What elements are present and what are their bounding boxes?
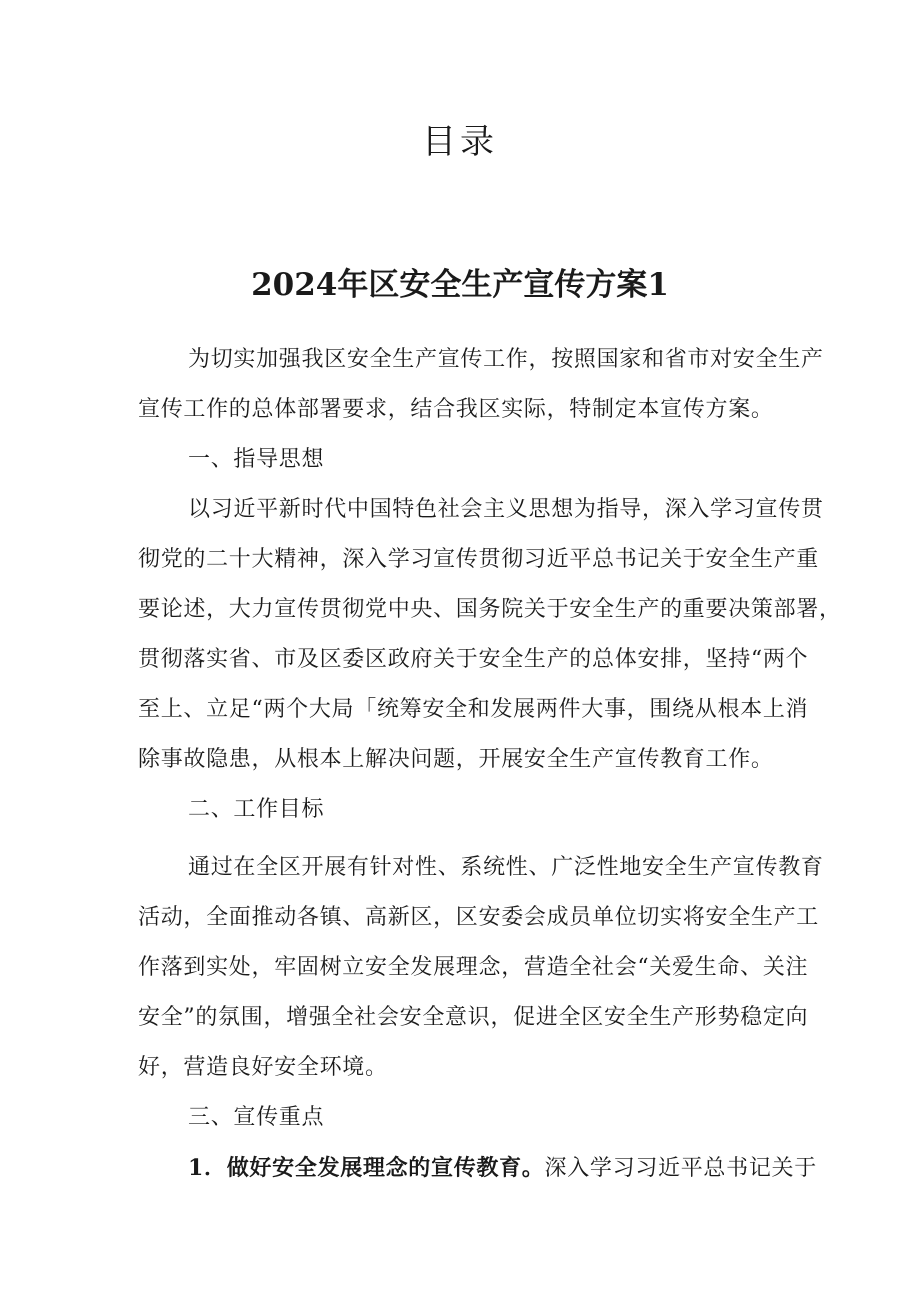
document-title: 2024年区安全生产宣传方案1 [251,267,669,303]
paragraph-line: 彻党的二十大精神，深入学习宣传贯彻习近平总书记关于安全生产重 [138,547,820,572]
section-heading-guiding-ideology: 一、指导思想 [188,447,325,472]
paragraph-line: 活动，全面推动各镇、高新区，区安委会成员单位切实将安全生产工 [138,905,820,930]
numbered-item-heading: 1．做好安全发展理念的宣传教育。 [188,1155,545,1181]
paragraph-line: 通过在全区开展有针对性、系统性、广泛性地安全生产宣传教育 [188,855,824,880]
paragraph-line: 以习近平新时代中国特色社会主义思想为指导，深入学习宣传贯 [188,497,824,522]
section-heading-work-goals: 二、工作目标 [188,797,325,822]
paragraph-line: 至上、立足“两个大局「统筹安全和发展两件大事，围绕从根本上消 [138,697,809,722]
paragraph-line: 安全”的氛围，增强全社会安全意识，促进全区安全生产形势稳定向 [138,1005,809,1030]
numbered-item-text: 深入学习习近平总书记关于 [544,1156,817,1181]
paragraph-line: 要论述，大力宣传贯彻党中央、国务院关于安全生产的重要决策部署， [138,597,842,622]
paragraph-line: 为切实加强我区安全生产宣传工作，按照国家和省市对安全生产 [188,347,824,372]
paragraph-line: 除事故隐患，从根本上解决问题，开展安全生产宣传教育工作。 [138,747,774,772]
paragraph-line: 作落到实处，牢固树立安全发展理念，营造全社会“关爱生命、关注 [138,955,809,980]
section-heading-publicity-focus: 三、宣传重点 [188,1105,325,1130]
toc-heading: 目录 [422,122,498,162]
paragraph-line-last [188,1152,817,1185]
paragraph-line: 贯彻落实省、市及区委区政府关于安全生产的总体安排，坚持“两个 [138,647,809,672]
paragraph-line: 宣传工作的总体部署要求，结合我区实际，特制定本宣传方案。 [138,397,774,422]
paragraph-line: 好，营造良好安全环境。 [138,1055,388,1080]
